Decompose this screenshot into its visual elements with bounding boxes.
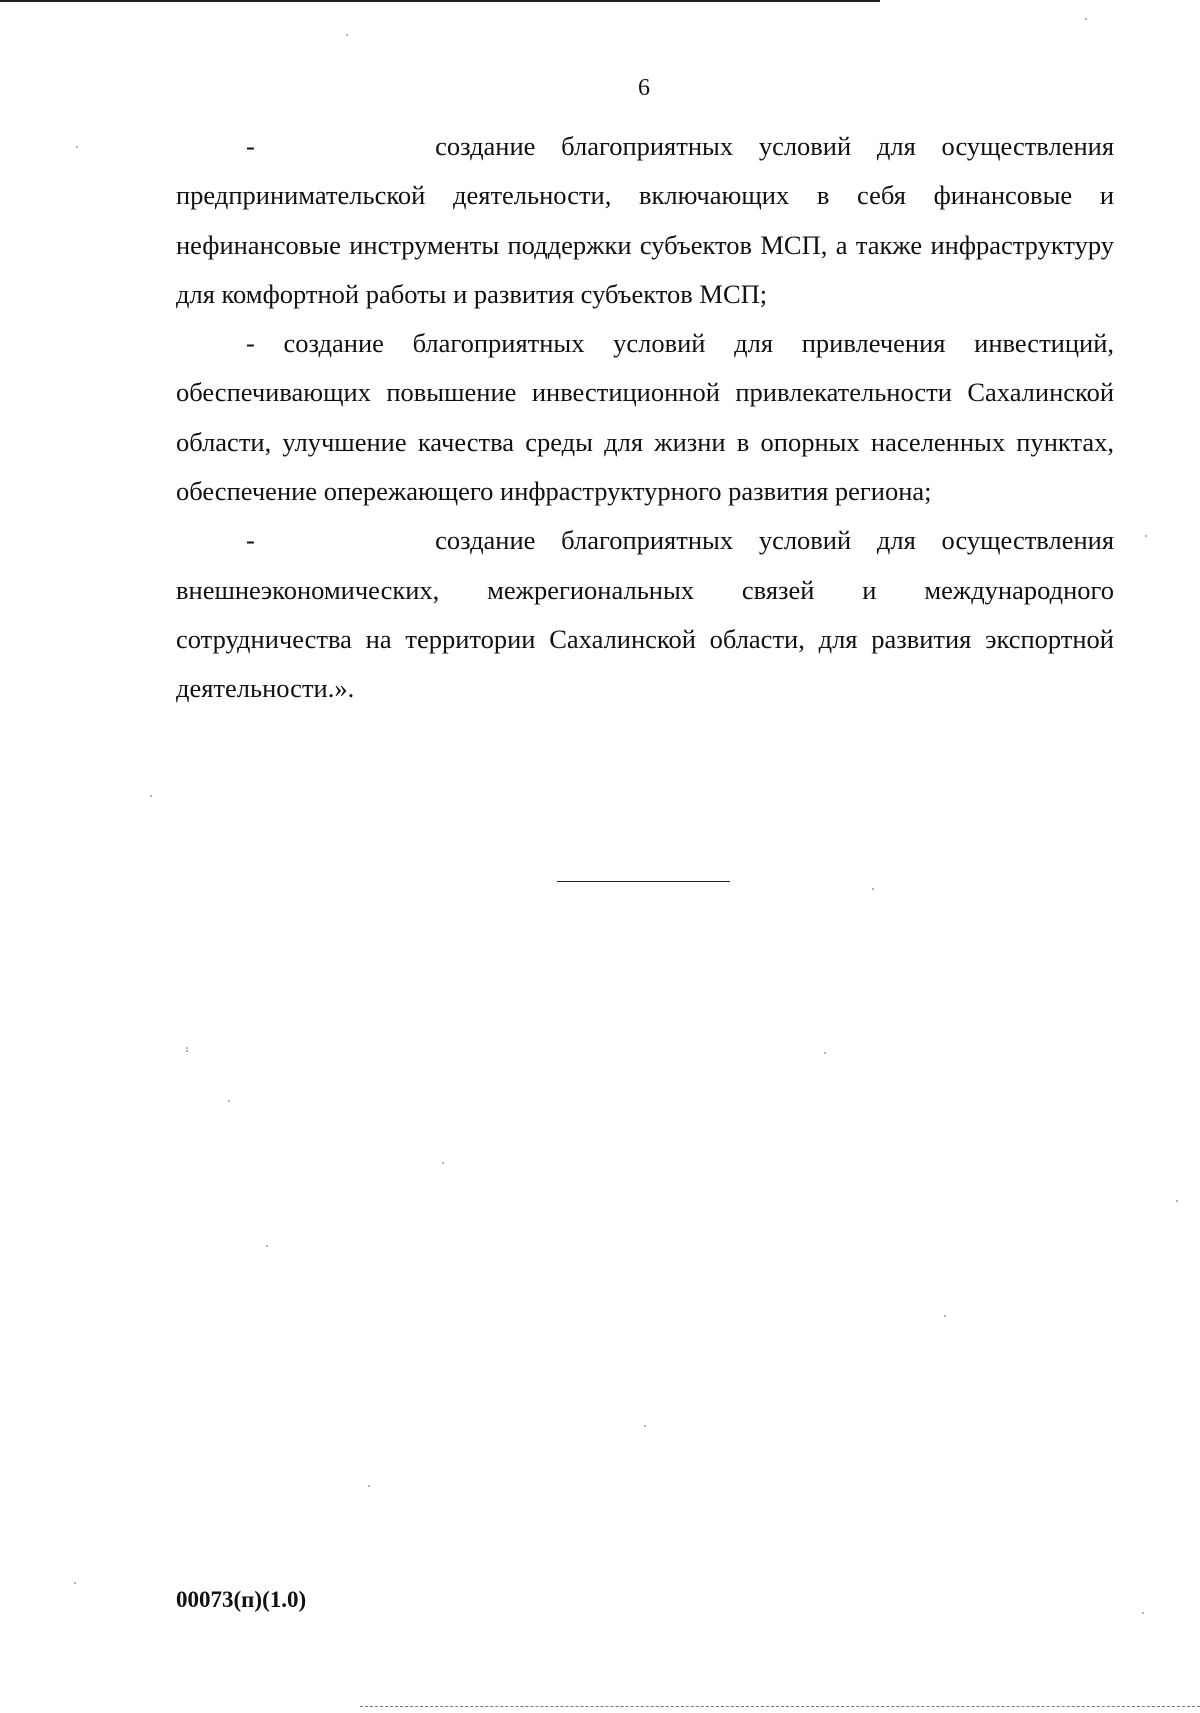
scan-speck — [368, 1485, 370, 1487]
scan-speck — [346, 34, 348, 36]
list-paragraph-3 — [176, 516, 1114, 713]
paragraph-text: создание благоприятных условий для осуществления внешнеэкономических, межрегиональных связей и международного сотрудничества на территории Сахалинской области, для развития экспортной деятельности.». — [176, 525, 1115, 704]
scan-bottom-edge — [360, 1706, 1200, 1708]
scan-speck — [1176, 1200, 1178, 1202]
scan-speck — [1145, 535, 1147, 537]
scan-speck — [644, 1425, 646, 1427]
list-paragraph-2 — [176, 319, 1114, 516]
scan-speck — [150, 795, 152, 797]
paragraph-text: создание благоприятных условий для привлечения инвестиций, обеспечивающих повышение инвестиционной привлекательности Сахалинской области, улучшение качества среды для жизни в опорных населенных пунктах, обеспечение опережающего инфраструктурного развития региона; — [176, 328, 1114, 507]
scan-speck — [76, 146, 78, 148]
list-paragraph-1 — [176, 122, 1114, 319]
end-of-text-rule — [557, 881, 730, 882]
scan-speck — [824, 1052, 826, 1054]
scan-speck — [1085, 18, 1087, 20]
scan-speck — [442, 1162, 444, 1164]
page-number: 6 — [638, 75, 650, 101]
scan-speck — [186, 1050, 188, 1052]
paragraph-text: создание благоприятных условий для осуществления предпринимательской деятельности, включающих в себя финансовые и нефинансовые инструменты поддержки субъектов МСП, а также инфраструктуру для комфортной работы и развития субъектов МСП; — [176, 131, 1115, 309]
document-body — [176, 122, 1114, 714]
scan-speck — [1142, 1612, 1144, 1614]
scan-top-edge — [0, 0, 880, 2]
scan-speck — [266, 1245, 268, 1247]
scan-speck — [186, 1047, 188, 1049]
list-dash: - — [246, 525, 255, 556]
scan-speck — [944, 1315, 946, 1317]
list-dash: - — [246, 328, 255, 359]
scan-speck — [872, 888, 874, 890]
scan-speck — [74, 1582, 76, 1584]
list-dash: - — [246, 131, 255, 161]
document-code: 00073(п)(1.0) — [176, 1587, 307, 1612]
scan-speck — [228, 1100, 230, 1102]
